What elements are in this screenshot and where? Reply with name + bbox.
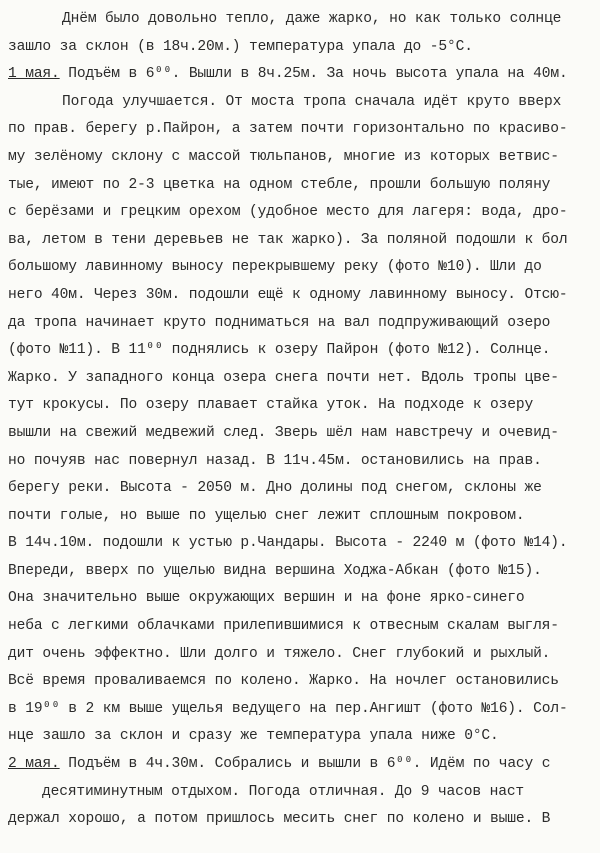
text-line: с берёзами и грецким орехом (удобное место для лагеря: вода, дро- <box>8 204 568 221</box>
text-line: берегу реки. Высота - 2050 м. Дно долины под снегом, склоны же <box>8 480 542 497</box>
text-line: Погода улучшается. От моста тропа сначала идёт круто вверх <box>62 93 562 110</box>
text-line: него 40м. Через 30м. подошли ещё к одному лавинному выносу. Отсю- <box>8 286 568 303</box>
text-line: Впереди, вверх по ущелью видна вершина Ходжа-Абкан (фото №15). <box>8 562 542 579</box>
text-line: Днём было довольно тепло, даже жарко, но как только солнце <box>62 11 562 27</box>
text-line: Всё время проваливаемся по колено. Жарко. На ночлег остановились <box>8 673 559 690</box>
entry-date: 2 мая. <box>8 756 60 773</box>
text-line: большому лавинному выносу перекрывшему реку (фото №10). Шли до <box>8 259 542 276</box>
text-line: тые, имеют по 2-3 цветка на одном стебле, прошли большую поляну <box>8 176 551 193</box>
text-line: да тропа начинает круто подниматься на вал подпруживающий озеро <box>8 314 551 331</box>
text-line: зашло за склон (в 18ч.20м.) температура упала до -5°С. <box>8 38 473 55</box>
text-line: В 14ч.10м. подошли к устью р.Чандары. Высота - 2240 м (фото №14). <box>8 535 568 552</box>
text-line: дит очень эффектно. Шли долго и тяжело. Снег глубокий и рыхлый. <box>8 645 551 662</box>
text-line: в 19⁰⁰ в 2 км выше ущелья ведущего на пер.Ангишт (фото №16). Сол- <box>8 700 568 717</box>
text-line: держал хорошо, а потом пришлось месить снег по колено и выше. В <box>8 811 551 828</box>
text-line: вышли на свежий медвежий след. Зверь шёл нам навстречу и очевид- <box>8 424 559 441</box>
text-line: ва, летом в тени деревьев не так жарко). За поляной подошли к бол <box>8 231 568 248</box>
text-line: 1 мая. Подъём в 6⁰⁰. Вышли в 8ч.25м. За ночь высота упала на 40м. <box>8 66 568 83</box>
text-line: Она значительно выше окружающих вершин и на фоне ярко-синего <box>8 590 525 607</box>
text-line: (фото №11). В 11⁰⁰ поднялись к озеру Пайрон (фото №12). Солнце. <box>8 342 551 359</box>
entry-date: 1 мая. <box>8 66 60 83</box>
text-line: тут крокусы. По озеру плавает стайка уток. На подходе к озеру <box>8 397 534 414</box>
text-line: но почуяв нас повернул назад. В 11ч.45м. остановились на прав. <box>8 452 542 469</box>
text-line: почти голые, но выше по ущелью снег лежит сплошным покровом. <box>8 507 525 524</box>
text-line: 2 мая. Подъём в 4ч.30м. Собрались и вышли в 6⁰⁰. Идём по часу с <box>8 756 551 773</box>
text-line: десятиминутным отдыхом. Погода отличная. До 9 часов наст <box>42 783 525 800</box>
text-line: му зелёному склону с массой тюльпанов, многие из которых ветвис- <box>8 148 559 165</box>
text-line: Жарко. У западного конца озера снега почти нет. Вдоль тропы цве- <box>8 369 559 386</box>
text-line: по прав. берегу р.Пайрон, а затем почти горизонтально по красиво- <box>8 121 568 138</box>
text-line: нце зашло за склон и сразу же температура упала ниже 0°С. <box>8 728 499 745</box>
text-line: неба с легкими облачками прилепившимися к отвесным скалам выгля- <box>8 618 559 635</box>
